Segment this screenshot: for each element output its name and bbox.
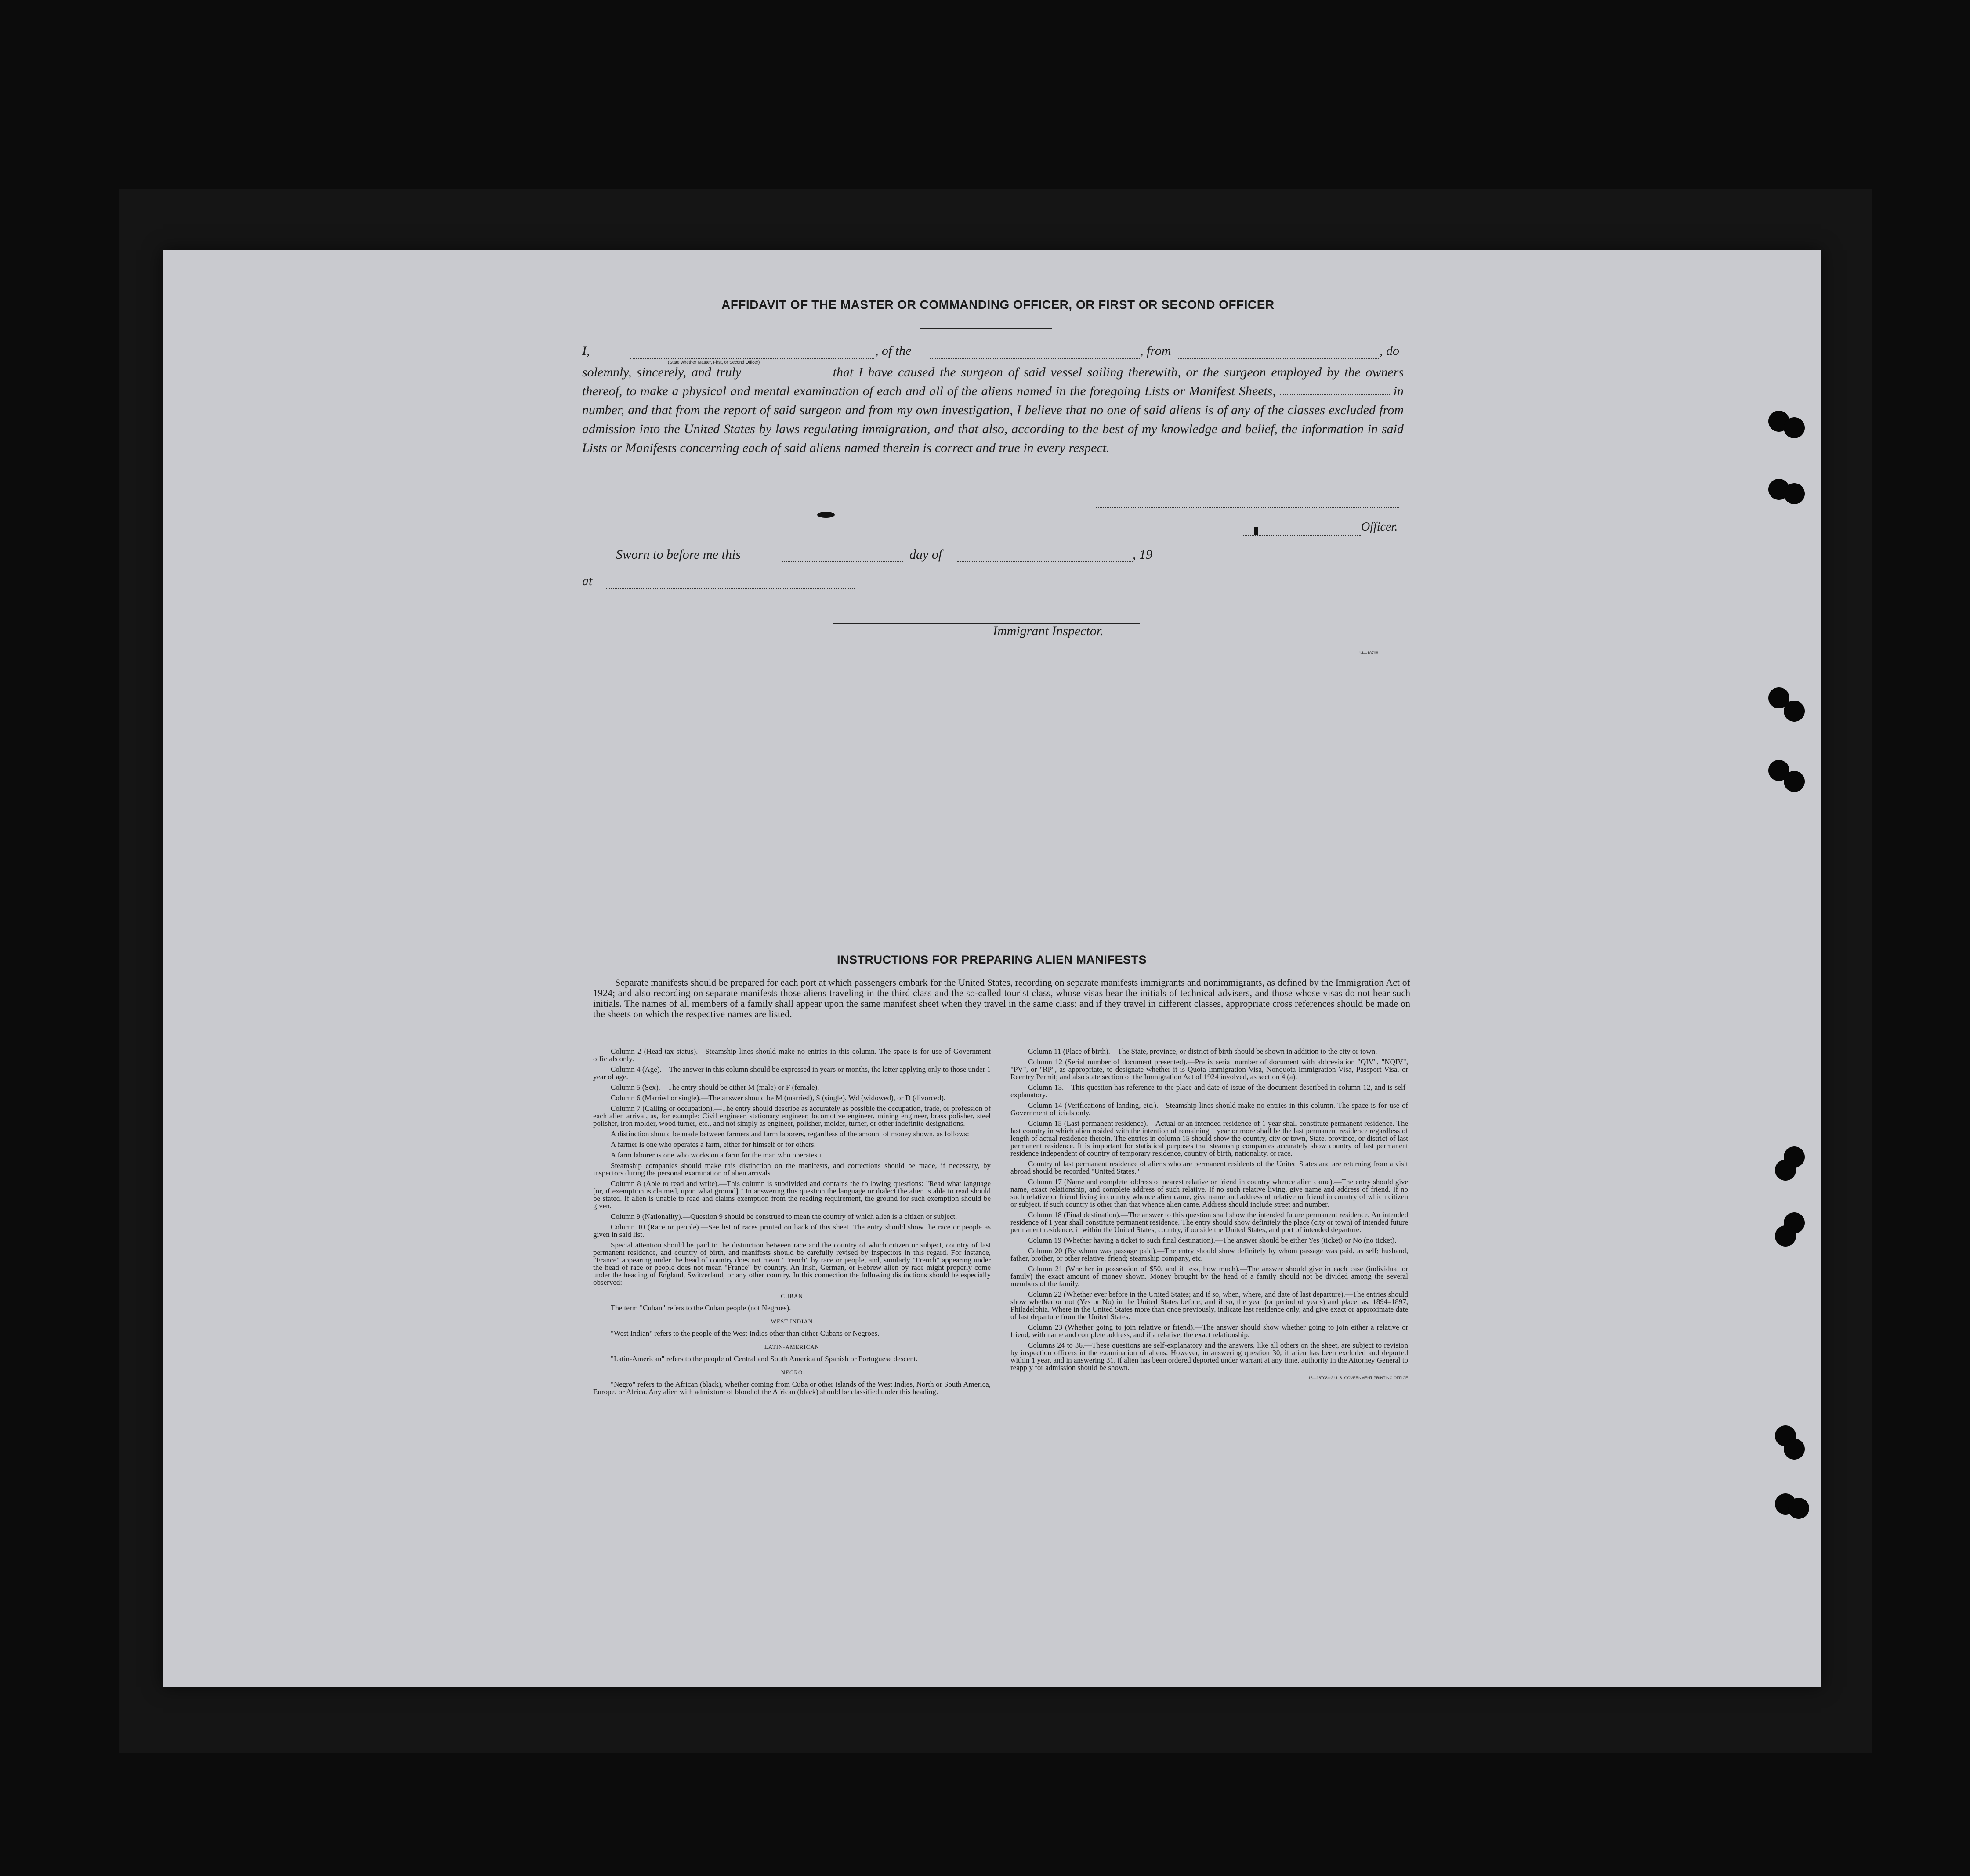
affidavit-from: , from bbox=[1140, 343, 1171, 358]
right-paragraph: Column 12 (Serial number of document presented).—Prefix serial number of document with abbreviation "QIV", "NQIV", "PV", or "RP", as appropriate, to designate whether it is Quota Immigration Visa, Nonquota Immigration Visa, Passport Visa, or Reentry Permit; and also state section of the Immigration Act of 1924 involved, as section 4 (a). bbox=[1010, 1058, 1408, 1081]
document-page bbox=[163, 250, 1821, 1687]
left-paragraph: Column 5 (Sex).—The entry should be either M (male) or F (female). bbox=[611, 1083, 819, 1092]
officer-label: Officer. bbox=[1361, 520, 1398, 534]
left-paragraph: Column 8 (Able to read and write).—This column is subdivided and contains the following questions: "Read what language [or, if exemption is claimed, upon what ground]." In answering this question the language or dialect the alien is able to read should be stated. If alien is unable to read and claims exemption from the reading requirement, the ground for such exemption should be given. bbox=[593, 1179, 991, 1210]
left-paragraph: Column 7 (Calling or occupation).—The entry should describe as accurately as possible the occupation, trade, or profession of each alien arrival, as, for example: Civil engineer, stationary engineer, locomotive engineer, mining engineer, brass polisher, steel polisher, iron molder, wood turner, etc., and not simply as engineer, polisher, molder, turner, or other indefinite designations. bbox=[593, 1104, 991, 1128]
right-paragraph: Column 11 (Place of birth).—The State, province, or district of birth should be shown in addition to the city or town. bbox=[1028, 1047, 1377, 1055]
affidavit-i: I, bbox=[582, 343, 590, 358]
left-paragraph: Column 10 (Race or people).—See list of races printed on back of this sheet. The entry should show the race or people as given in said list. bbox=[593, 1223, 991, 1239]
punch-hole bbox=[1784, 417, 1805, 438]
west-indian-definition: "West Indian" refers to the people of the West Indies other than either Cubans or Negroes. bbox=[611, 1329, 880, 1337]
instructions-intro: Separate manifests should be prepared for each port at which passengers embark for the United States, recording on separate manifests immigrants and nonimmigrants, as defined by the Immigration Act of 1924; and also recording on separate manifests those aliens traveling in the third class and the so-called tourist class, whose visas bear the initials of technical advisers, and those whose visas do not bear such initials. The names of all members of a family shall appear upon the same manifest sheet when they travel in the same class; and if they travel in different classes, appropriate cross references should be made on the sheets on which the respective names are listed. bbox=[593, 977, 1410, 1019]
right-paragraph: Column 18 (Final destination).—The answer to this question shall show the intended future permanent residence. An intended residence of 1 year shall constitute permanent residence. The entry should show definitely the place (city or town) of intended future permanent residence, if within the United States; country, if outside the United States, and port of intended departure. bbox=[1010, 1211, 1408, 1234]
title-underline bbox=[920, 328, 1052, 329]
affidavit-body-a: that I have caused the surgeon of said vessel sailing therewith, or the surgeon employed by the owners thereof, to make a physical and mental examination of each and all of the aliens named in the foregoing Lists or Manifest Sheets, bbox=[582, 365, 1404, 398]
year-text: , 19 bbox=[1133, 547, 1152, 562]
right-paragraph: Column 20 (By whom was passage paid).—The entry should show definitely by whom passage was paid, as self; husband, father, brother, or other relative; friend; steamship company, etc. bbox=[1010, 1247, 1408, 1262]
affidavit-solemnly: solemnly, sincerely, and truly bbox=[582, 365, 742, 380]
affidavit-body-b: in number, and that from the report of said surgeon and from my own investigation, I believe that no one of said aliens is of any of the classes excluded from admission into the United States by laws regulating immigration, and that also, according to the best of my knowledge and belief, the information in said Lists or Manifests concerning each of said aliens named therein is correct and true in every respect. bbox=[582, 384, 1404, 455]
at-text: at bbox=[582, 574, 593, 588]
right-paragraph: Column 19 (Whether having a ticket to such final destination).—The answer should be either Yes (ticket) or No (no ticket). bbox=[1028, 1236, 1397, 1244]
punch-hole bbox=[1788, 1498, 1809, 1519]
punch-hole bbox=[1784, 483, 1805, 504]
left-paragraph: Column 9 (Nationality).—Question 9 should be construed to mean the country of which alien is a citizen or subject. bbox=[611, 1212, 957, 1221]
latin-american-heading: LATIN-AMERICAN bbox=[764, 1344, 820, 1350]
punch-hole bbox=[1784, 1439, 1805, 1460]
month-blank bbox=[957, 561, 1133, 562]
right-paragraph: Columns 24 to 36.—These questions are self-explanatory and the answers, like all others on the sheet, are subject to revision by inspection officers in the examination of aliens. However, in answering question 30, if alien has been excluded and deported within 1 year, and in answering 31, if alien has been ordered deported under warrant at any time, authority in the Attorney General to reapply for admission should be shown. bbox=[1010, 1341, 1408, 1372]
printer-imprint: 16—18708b-2 U. S. GOVERNMENT PRINTING OFFICE bbox=[1308, 1376, 1408, 1380]
punch-hole bbox=[1784, 701, 1805, 722]
cuban-definition: The term "Cuban" refers to the Cuban people (not Negroes). bbox=[611, 1304, 791, 1312]
cuban-heading: CUBAN bbox=[781, 1293, 803, 1299]
right-paragraph: Column 21 (Whether in possession of $50, and if less, how much).—The answer should give in each case (individual or family) the exact amount of money shown. Money brought by the head of a family should not be divided among the several members of the family. bbox=[1010, 1265, 1408, 1288]
vessel-name-blank bbox=[930, 358, 1140, 359]
sworn-day-blank bbox=[782, 561, 903, 562]
punch-hole bbox=[1775, 1225, 1796, 1247]
right-paragraph: Column 15 (Last permanent residence).—Actual or an intended residence of 1 year shall constitute permanent residence. The last country in which alien resided with the intention of remaining 1 year or more shall be the last permanent residence regardless of length of actual residence therein. The entries in column 15 should show the country, city or town, State, province, or district of last permanent residence. It is important for statistical purposes that steamship companies accurately show country of last permanent residence independent of country of temporary residence, country of birth, nationality, or race. bbox=[1010, 1119, 1408, 1157]
left-paragraph: Column 6 (Married or single).—The answer should be M (married), S (single), Wd (widowed), or D (divorced). bbox=[611, 1094, 946, 1102]
right-paragraph: Column 23 (Whether going to join relative or friend).—The answer should show whether going to join either a relative or friend, with name and complete address; and if a relative, the exact relationship. bbox=[1010, 1323, 1408, 1339]
latin-american-definition: "Latin-American" refers to the people of Central and South America of Spanish or Portuguese descent. bbox=[611, 1355, 918, 1363]
left-paragraph: Steamship companies should make this distinction on the manifests, and corrections should be made, if necessary, by inspectors during the personal examination of alien arrivals. bbox=[593, 1161, 991, 1177]
inspector-label: Immigrant Inspector. bbox=[993, 624, 1104, 638]
right-paragraph: Column 17 (Name and complete address of nearest relative or friend in country whence alien came).—The entry should give name, exact relationship, and complete address of such relative. If no such relative living, give name and address of friend. If no such relative or friend living in country whence alien came, give name and address of relative or friend in country of which citizen or subject, if such country is other than that whence alien came. Address should include street and number. bbox=[1010, 1178, 1408, 1208]
left-paragraph: A distinction should be made between farmers and farm laborers, regardless of the amount of money shown, as follows: bbox=[611, 1130, 969, 1138]
port-blank bbox=[1177, 358, 1379, 359]
left-paragraph: A farmer is one who operates a farm, either for himself or for others. bbox=[611, 1140, 816, 1149]
place-blank bbox=[606, 588, 855, 589]
signature-line bbox=[1096, 507, 1399, 508]
punch-hole bbox=[1784, 771, 1805, 792]
sworn-text: Sworn to before me this bbox=[616, 547, 741, 562]
left-paragraph: Column 2 (Head-tax status).—Steamship lines should make no entries in this column. The space is for use of Government officials only. bbox=[593, 1047, 991, 1063]
affidavit-do: , do bbox=[1380, 343, 1399, 358]
day-of-text: day of bbox=[909, 547, 942, 562]
west-indian-heading: WEST INDIAN bbox=[771, 1318, 813, 1325]
affidavit-of-the: , of the bbox=[875, 343, 912, 358]
left-paragraph: A farm laborer is one who works on a farm for the man who operates it. bbox=[611, 1151, 826, 1159]
negro-heading: NEGRO bbox=[781, 1369, 803, 1376]
instructions-right-column bbox=[1010, 1048, 1408, 1382]
left-paragraph: Special attention should be paid to the distinction between race and the country of which citizen or subject, country of last permanent residence, and country of birth, and manifests should be carefully revised by inspectors in this regard. For instance, "France" appearing under the head of country does not mean "French" by race or people, and, similarly "French" appearing under the head of race or people does not mean "France" by country. An Irish, German, or Hebrew alien by race might properly come under the heading of England, Switzerland, or any other country. In this connection the following distinctions should be especially observed: bbox=[593, 1241, 991, 1287]
punch-hole bbox=[1775, 1160, 1796, 1181]
sheet-count-blank bbox=[1280, 382, 1390, 395]
affidavit-body bbox=[582, 363, 1404, 457]
ink-smudge bbox=[817, 512, 835, 518]
instructions-title: INSTRUCTIONS FOR PREPARING ALIEN MANIFESTS bbox=[837, 953, 1147, 966]
ink-mark bbox=[1254, 527, 1258, 535]
state-note: (State whether Master, First, or Second Officer) bbox=[668, 360, 760, 365]
left-paragraph: Column 4 (Age).—The answer in this column should be expressed in years or months, the latter applying only to those under 1 year of age. bbox=[593, 1065, 991, 1081]
oath-blank bbox=[746, 363, 828, 376]
right-paragraph: Column 13.—This question has reference to the place and date of issue of the document described in column 12, and is self-explanatory. bbox=[1010, 1083, 1408, 1099]
affidavit-form-number: 14—18708 bbox=[1359, 651, 1379, 655]
instructions-left-column bbox=[593, 1048, 991, 1399]
right-paragraph: Country of last permanent residence of aliens who are permanent residents of the United States and are returning from a visit abroad should be recorded "United States." bbox=[1010, 1160, 1408, 1175]
right-paragraph: Column 22 (Whether ever before in the United States; and if so, when, where, and date of last departure).—The entries should show whether or not (Yes or No) in the United States before; and if so, the year (or period of years) and place, as, 1894–1897, Philadelphia. Where in the United States more than once previously, indicate last residence only, and give exact or approximate date of last departure from the United States. bbox=[1010, 1290, 1408, 1321]
right-paragraph: Column 14 (Verifications of landing, etc.).—Steamship lines should make no entries in this column. The space is for use of Government officials only. bbox=[1010, 1101, 1408, 1117]
officer-title-line bbox=[1243, 535, 1361, 536]
negro-definition: "Negro" refers to the African (black), whether coming from Cuba or other islands of the West Indies, North or South America, Europe, or Africa. Any alien with admixture of blood of the African (black) should be classified under this heading. bbox=[593, 1380, 991, 1396]
officer-rank-blank bbox=[630, 358, 874, 359]
affidavit-title: AFFIDAVIT OF THE MASTER OR COMMANDING OFFICER, OR FIRST OR SECOND OFFICER bbox=[721, 298, 1275, 311]
